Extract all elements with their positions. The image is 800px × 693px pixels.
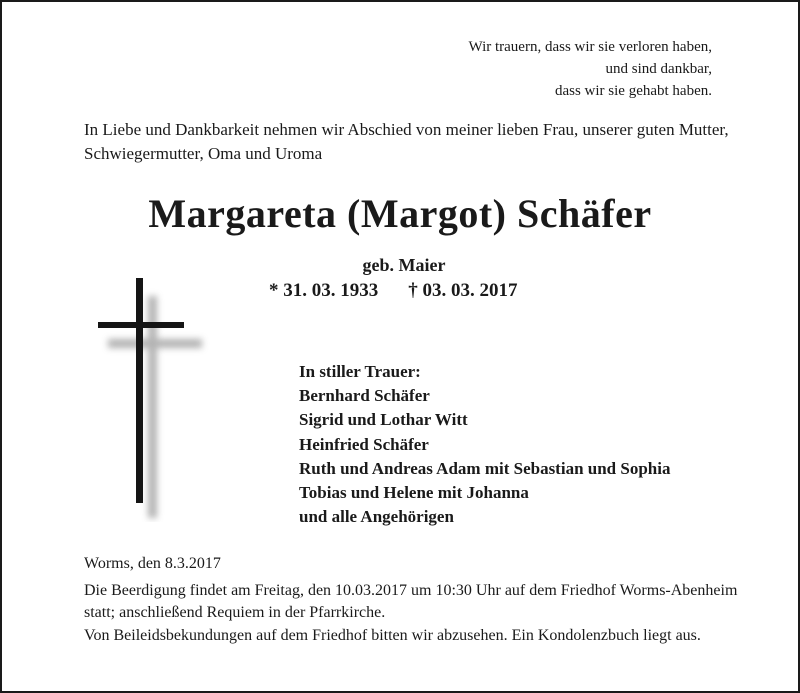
- place-date: Worms, den 8.3.2017: [84, 555, 221, 572]
- mourner-name: Tobias und Helene mit Johanna: [299, 483, 529, 503]
- mourners-heading: In stiller Trauer:: [299, 362, 421, 381]
- mourner-name: Ruth und Andreas Adam mit Sebastian und Sophia: [299, 458, 671, 478]
- cross-icon: [92, 272, 212, 522]
- birth-date: * 31. 03. 1933: [269, 280, 379, 301]
- motto-quote: [469, 36, 712, 102]
- intro-text: In Liebe und Dankbarkeit nehmen wir Abschied von meiner lieben Frau, unserer guten Mutter, Schwiegermutter, Oma und Uroma: [84, 120, 729, 163]
- life-dates: [269, 280, 518, 302]
- footer-info: [84, 553, 744, 647]
- mourner-name: und alle Angehörigen: [299, 507, 454, 527]
- funeral-details: Die Beerdigung findet am Freitag, den 10.03.2017 um 10:30 Uhr auf dem Friedhof Worms-Abenheim statt; anschließend Requiem in der Pfarrkirche.: [84, 581, 738, 621]
- motto-line: Wir trauern, dass wir sie verloren haben,: [468, 39, 712, 55]
- mourner-name: Sigrid und Lothar Witt: [299, 410, 468, 430]
- deceased-name: Margareta (Margot) Schäfer: [148, 191, 652, 236]
- mourners-list: [299, 360, 670, 529]
- maiden-name: geb. Maier: [362, 255, 446, 275]
- mourner-name: Heinfried Schäfer: [299, 434, 429, 454]
- condolence-note: Von Beileidsbekundungen auf dem Friedhof bitten wir abzusehen. Ein Kondolenzbuch liegt aus.: [84, 626, 701, 644]
- motto-line: und sind dankbar,: [605, 61, 712, 77]
- mourner-name: Bernhard Schäfer: [299, 386, 430, 406]
- death-date: † 03. 03. 2017: [408, 280, 518, 301]
- motto-line: dass wir sie gehabt haben.: [554, 83, 712, 99]
